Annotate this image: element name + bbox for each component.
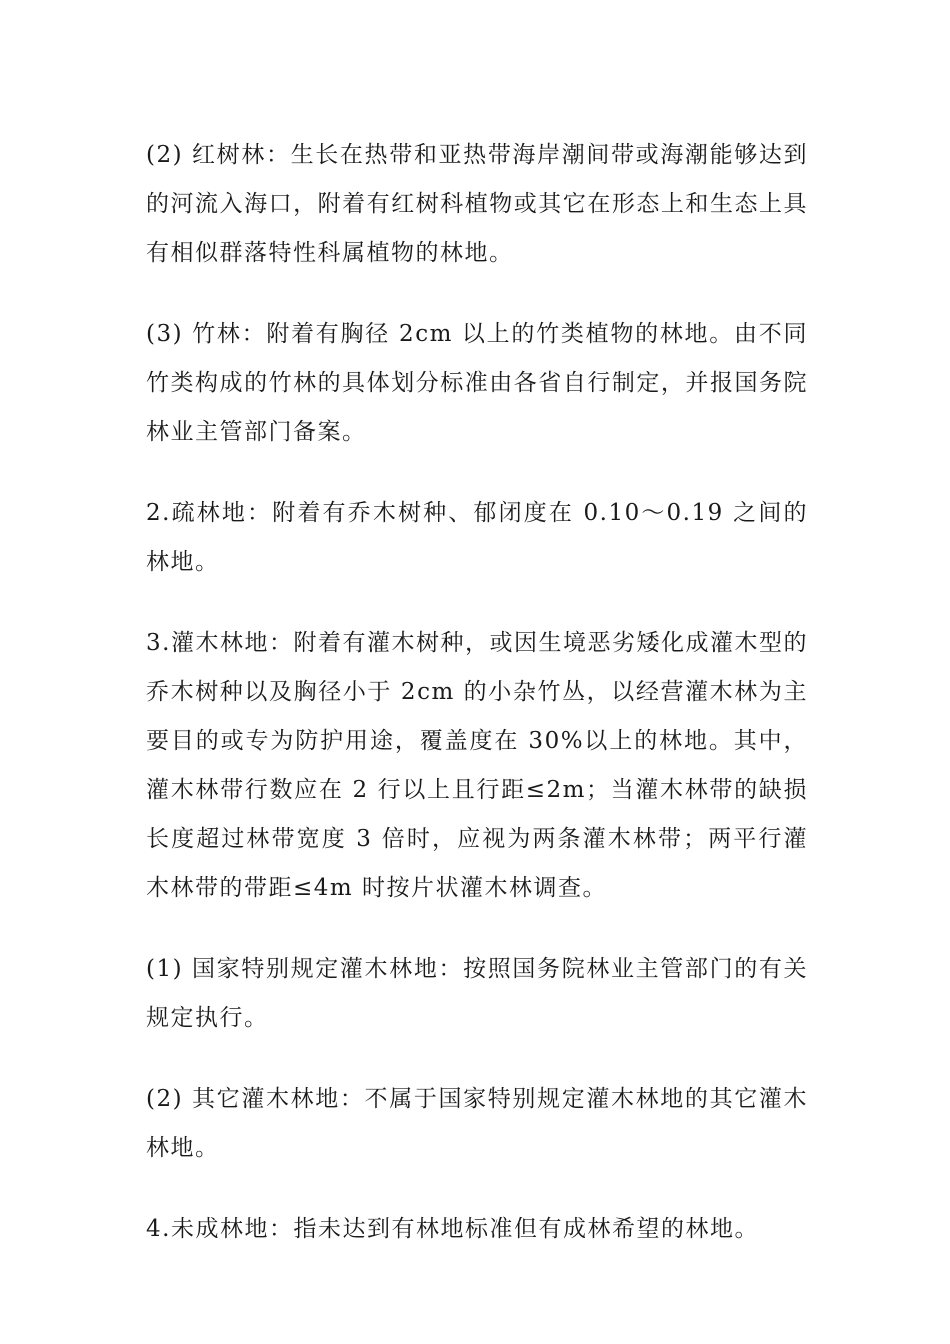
document-page (146, 131, 808, 1286)
paragraph-bamboo-forest: (3) 竹林：附着有胸径 2cm 以上的竹类植物的林地。由不同竹类构成的竹林的具体划分标准由各省自行制定，并报国务院林业主管部门备案。 (146, 321, 808, 445)
paragraph-sparse-forest-land: 2.疏林地：附着有乔木树种、郁闭度在 0.10～0.19 之间的林地。 (146, 500, 808, 575)
paragraph-mangrove-forest: (2) 红树林：生长在热带和亚热带海岸潮间带或海潮能够达到的河流入海口，附着有红树科植物或其它在形态上和生态上具有相似群落特性科属植物的林地。 (146, 142, 808, 266)
paragraph-state-designated-shrub-land: (1) 国家特别规定灌木林地：按照国务院林业主管部门的有关规定执行。 (146, 956, 808, 1031)
paragraph-other-shrub-land: (2) 其它灌木林地：不属于国家特别规定灌木林地的其它灌木林地。 (146, 1086, 808, 1161)
paragraph-shrub-forest-land: 3.灌木林地：附着有灌木树种，或因生境恶劣矮化成灌木型的乔木树种以及胸径小于 2cm 的小杂竹丛，以经营灌木林为主要目的或专为防护用途，覆盖度在 30%以上的林地。其中，灌木林带行数应在 2 行以上且行距≤2m；当灌木林带的缺损长度超过林带宽度 3 倍时，应视为两条灌木林带；两平行灌木林带的带距≤4m 时按片状灌木林调查。 (146, 630, 808, 901)
paragraph-unestablished-forest-land: 4.未成林地：指未达到有林地标准但有成林希望的林地。 (146, 1216, 759, 1242)
